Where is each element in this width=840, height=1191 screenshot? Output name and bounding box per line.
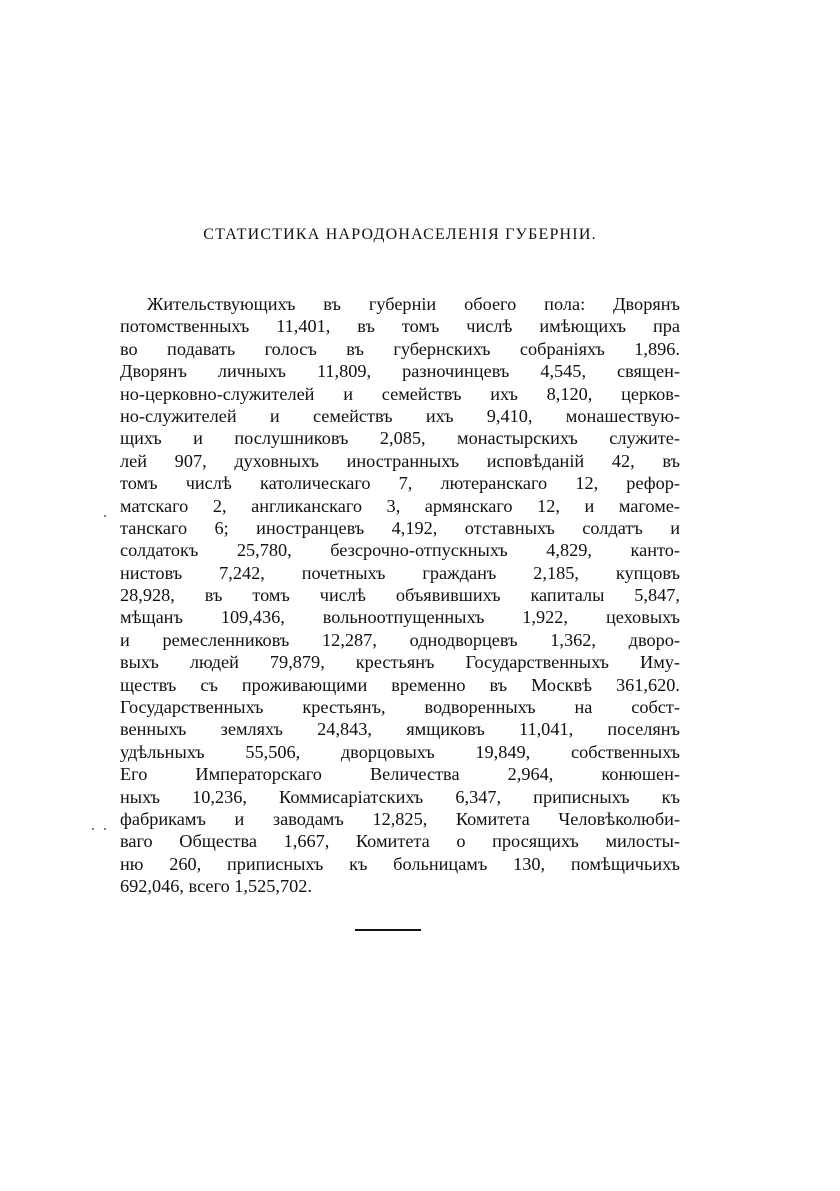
paragraph-line: танскаго 6; иностранцевъ 4,192, отставныхъ солдатъ и [120, 517, 680, 538]
paragraph-line: ню 260, приписныхъ къ больницамъ 130, помѣщичьихъ [120, 853, 680, 874]
paragraph-line: щихъ и послушниковъ 2,085, монастырскихъ служите- [120, 428, 680, 449]
paragraph-line: но-служителей и семействъ ихъ 9,410, монашествую- [120, 405, 680, 426]
paragraph-line: ныхъ 10,236, Коммисаріатскихъ 6,347, приписныхъ къ [120, 786, 680, 807]
paragraph-line: лей 907, духовныхъ иностранныхъ исповѣданій 42, въ [120, 450, 680, 471]
paragraph-line: но-церковно-служителей и семействъ ихъ 8,120, церков- [120, 383, 680, 404]
paragraph-line: Государственныхъ крестьянъ, водворенныхъ на собст- [120, 697, 680, 718]
paragraph-line: и ремесленниковъ 12,287, однодворцевъ 1,362, дворо- [120, 629, 680, 650]
paragraph-line: 28,928, въ томъ числѣ объявившихъ капиталы 5,847, [120, 585, 680, 606]
paragraph-line: во подавать голосъ въ губернскихъ собраніяхъ 1,896. [120, 338, 680, 359]
scan-speck [92, 828, 94, 830]
paragraph-line: удѣльныхъ 55,506, дворцовыхъ 19,849, собственныхъ [120, 741, 680, 762]
page-title: СТАТИСТИКА НАРОДОНАСЕЛЕНІЯ ГУБЕРНІИ. [203, 226, 597, 243]
statistics-paragraph [120, 293, 680, 898]
paragraph-line: 692,046, всего 1,525,702. [120, 876, 312, 897]
paragraph-line: выхъ людей 79,879, крестьянъ Государственныхъ Иму- [120, 652, 680, 673]
paragraph-line: фабрикамъ и заводамъ 12,825, Комитета Человѣколюби- [120, 808, 680, 829]
paragraph-line: венныхъ земляхъ 24,843, ямщиковъ 11,041, поселянъ [120, 719, 680, 740]
section-end-rule [355, 929, 421, 931]
paragraph-line: матскаго 2, англиканскаго 3, армянскаго 12, и магоме- [120, 495, 680, 516]
paragraph-line: Его Императорскаго Величества 2,964, конюшен- [120, 764, 680, 785]
paragraph-line: нистовъ 7,242, почетныхъ гражданъ 2,185, купцовъ [120, 562, 680, 583]
paragraph-line: потомственныхъ 11,401, въ томъ числѣ имѣющихъ пра [120, 316, 680, 337]
scan-speck [104, 515, 106, 517]
paragraph-line: томъ числѣ католическаго 7, лютеранскаго 12, рефор- [120, 473, 680, 494]
paragraph-line: Дворянъ личныхъ 11,809, разночинцевъ 4,545, священ- [120, 361, 680, 382]
scan-speck [104, 828, 106, 830]
paragraph-line: ществъ съ проживающими временно въ Москвѣ 361,620. [120, 674, 680, 695]
paragraph-line: Жительствующихъ въ губерніи обоего пола: Дворянъ [147, 294, 680, 314]
paragraph-line: ваго Общества 1,667, Комитета о просящихъ милосты- [120, 831, 680, 852]
paragraph-line: мѣщанъ 109,436, вольноотпущенныхъ 1,922, цеховыхъ [120, 607, 680, 628]
paragraph-line: солдатокъ 25,780, безсрочно-отпускныхъ 4,829, канто- [120, 540, 680, 561]
